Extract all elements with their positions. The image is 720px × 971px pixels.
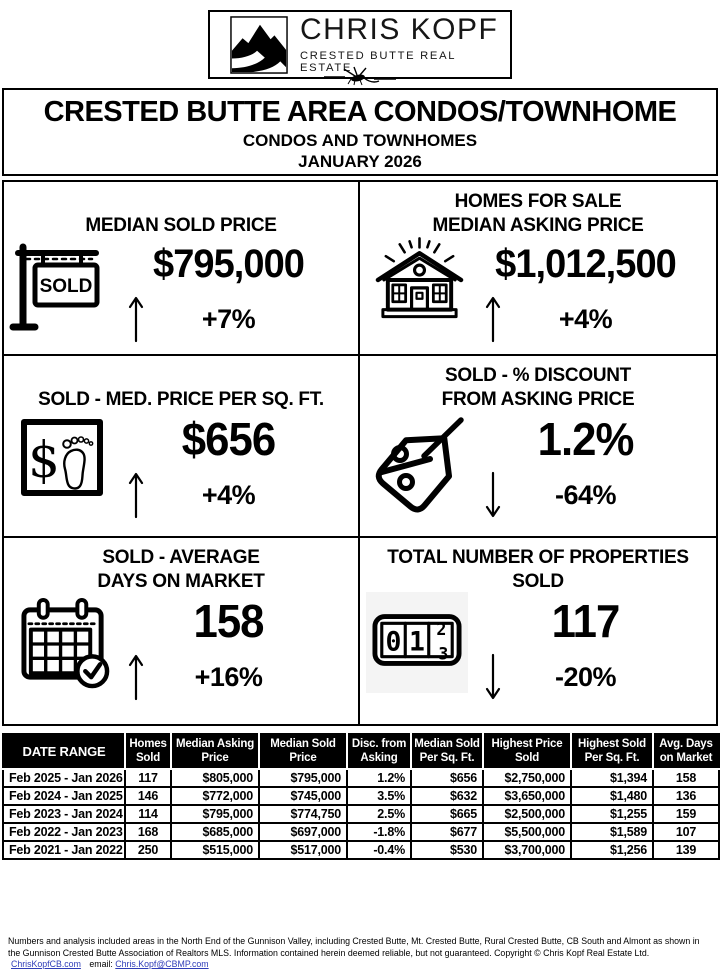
- col-homes-sold: Homes Sold: [125, 734, 171, 769]
- down-arrow-icon: [484, 471, 502, 519]
- stat-title: MEDIAN SOLD PRICE: [85, 215, 277, 236]
- svg-text:$: $: [28, 431, 60, 489]
- fly-fishing-icon: [324, 66, 396, 88]
- up-arrow-icon: [127, 471, 145, 519]
- col-highest-price-sold: Highest Price Sold: [483, 734, 571, 769]
- stat-title: SOLD - MED. PRICE PER SQ. FT.: [38, 389, 324, 410]
- up-arrow-icon: [127, 653, 145, 701]
- stat-median-sold-price: [4, 182, 360, 356]
- table-row: Feb 2025 - Jan 2026 117 $805,000 $795,000 1.2% $656 $2,750,000 $1,394 158: [3, 769, 719, 787]
- stat-value: $656: [181, 413, 276, 465]
- email-label: email:: [89, 959, 113, 970]
- report-month: JANUARY 2026: [298, 152, 422, 171]
- table-row: Feb 2023 - Jan 2024 114 $795,000 $774,750 2.5% $665 $2,500,000 $1,255 159: [3, 805, 719, 823]
- stat-homes-for-sale-median-asking-price: [360, 182, 716, 356]
- stat-change: +4%: [201, 480, 256, 510]
- col-date-range: DATE RANGE: [3, 734, 125, 769]
- col-median-sold-price: Median Sold Price: [259, 734, 347, 769]
- page-title: CRESTED BUTTE AREA CONDOS/TOWNHOME: [43, 96, 677, 128]
- stat-title: SOLD - % DISCOUNT FROM ASKING PRICE: [441, 365, 635, 410]
- stat-value: $1,012,500: [495, 242, 676, 286]
- stat-change: +16%: [194, 662, 263, 692]
- stat-change-row: [99, 471, 358, 523]
- up-arrow-icon: [484, 295, 502, 343]
- stat-title: HOMES FOR SALE MEDIAN ASKING PRICE: [432, 191, 644, 236]
- col-highest-sold-per-sqft: Highest Sold Per Sq. Ft.: [571, 734, 653, 769]
- logo-tagline: CRESTED BUTTE REAL ESTATE: [300, 50, 456, 74]
- stats-grid: [2, 180, 718, 726]
- up-arrow-icon: [127, 295, 145, 343]
- stat-change: -20%: [554, 662, 617, 692]
- stat-value: 117: [551, 595, 620, 647]
- stat-value: $795,000: [153, 242, 304, 286]
- counter-icon: [366, 592, 468, 693]
- stat-value: 1.2%: [537, 413, 634, 465]
- stat-change: +7%: [201, 304, 256, 334]
- stat-change: -64%: [554, 480, 617, 510]
- col-disc-from-asking: Disc. from Asking: [347, 734, 411, 769]
- col-avg-days-on-market: Avg. Days on Market: [653, 734, 719, 769]
- logo: [208, 10, 512, 79]
- col-median-sold-per-sqft: Median Sold Per Sq. Ft.: [411, 734, 483, 769]
- svg-text:SOLD: SOLD: [39, 276, 93, 297]
- stat-change-row: [455, 295, 716, 347]
- dollar-footprint-icon: [20, 418, 104, 503]
- stat-change: +4%: [558, 304, 613, 334]
- svg-text:3: 3: [438, 644, 449, 664]
- table-row: Feb 2024 - Jan 2025 146 $772,000 $745,000 3.5% $632 $3,650,000 $1,480 136: [3, 787, 719, 805]
- sold-sign-icon: [10, 238, 102, 339]
- email-link[interactable]: Chris.Kopf@CBMP.com: [115, 959, 209, 970]
- stat-value: 158: [193, 595, 264, 647]
- table-header-row: [3, 734, 719, 769]
- stat-change-row: [99, 653, 358, 705]
- logo-name: CHRIS KOPF: [300, 13, 499, 46]
- website-link[interactable]: ChrisKopfCB.com: [11, 959, 81, 970]
- table-row: Feb 2022 - Jan 2023 168 $685,000 $697,000 -1.8% $677 $5,500,000 $1,589 107: [3, 823, 719, 841]
- svg-text:1: 1: [409, 626, 425, 658]
- stat-total-properties-sold: [360, 538, 716, 724]
- stat-title: SOLD - AVERAGE DAYS ON MARKET: [97, 547, 265, 592]
- mountain-logo-icon: [230, 16, 288, 74]
- disclaimer-text: Numbers and analysis included areas in the North End of the Gunnison Valley, including Crested Butte, Mt. Crested Butte, Rural Crested Butte, CB South and Almont as shown in the Gunnison Crested Butte Association of Realtors MLS. Information contained herein deemed reliable, but not guaranteed. Copyright © Chris Kopf Real Estate Ltd.: [8, 936, 700, 958]
- page-subtitle: CONDOS AND TOWNHOMES: [242, 131, 478, 150]
- stat-change-row: [99, 295, 358, 347]
- stat-change-row: [455, 471, 716, 523]
- stat-sold-median-price-per-sqft: [4, 356, 360, 538]
- col-median-asking-price: Median Asking Price: [171, 734, 259, 769]
- stat-sold-average-days-on-market: [4, 538, 360, 724]
- svg-text:2: 2: [436, 620, 447, 640]
- house-icon: [372, 232, 467, 327]
- stat-sold-discount-from-asking: [360, 356, 716, 538]
- history-table: [2, 733, 720, 860]
- stat-title: TOTAL NUMBER OF PROPERTIES SOLD: [387, 547, 689, 592]
- stat-change-row: [455, 653, 716, 705]
- table-row: Feb 2021 - Jan 2022 250 $515,000 $517,000 -0.4% $530 $3,700,000 $1,256 139: [3, 841, 719, 859]
- footer-disclaimer: [8, 936, 714, 971]
- report-header: [2, 88, 718, 176]
- price-tag-icon: [368, 412, 464, 515]
- svg-text:0: 0: [385, 626, 402, 658]
- down-arrow-icon: [484, 653, 502, 701]
